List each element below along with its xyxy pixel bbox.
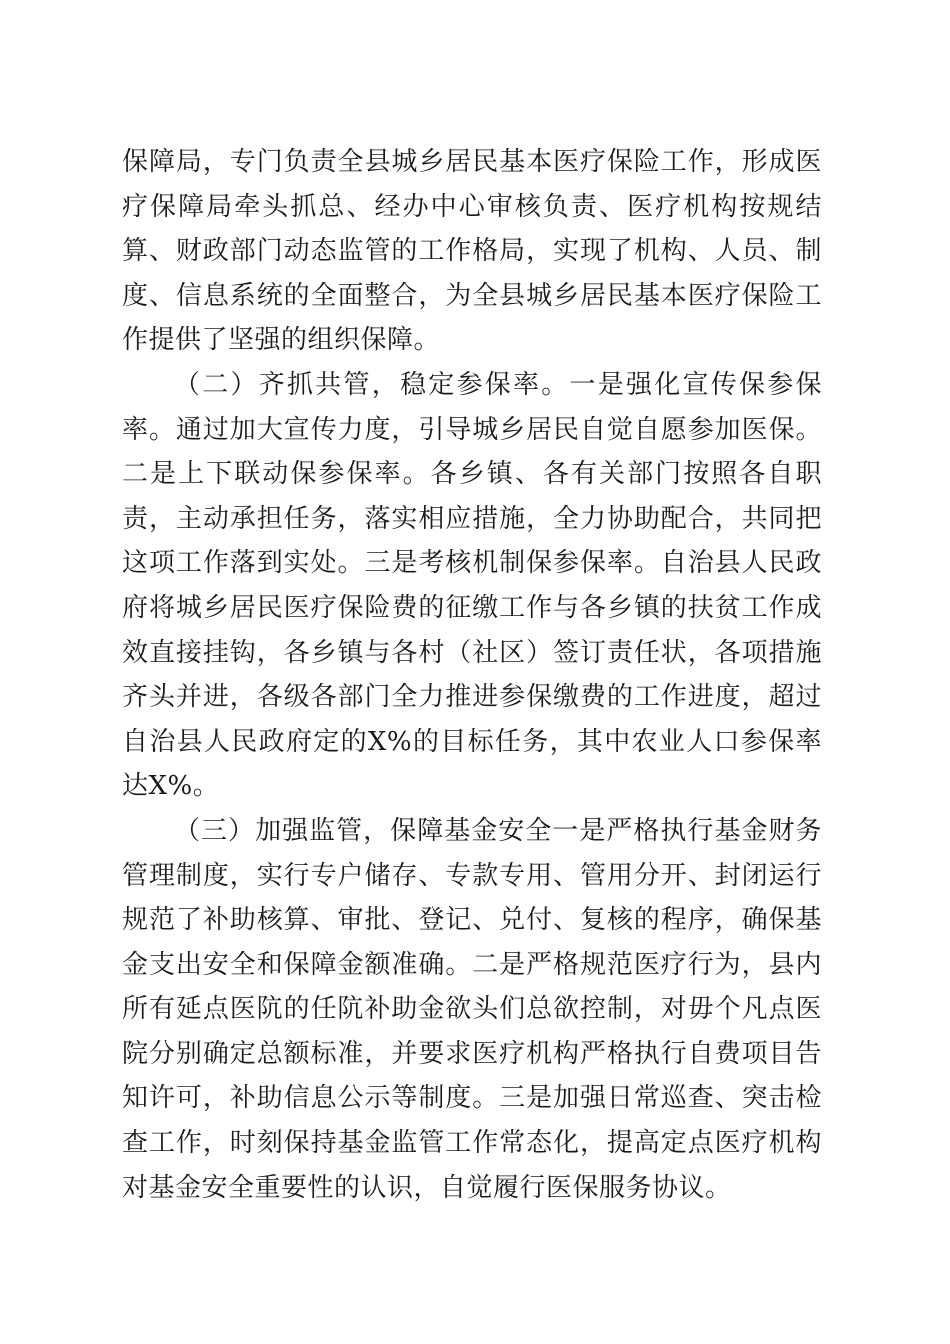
- paragraph-enrollment-rate: （二）齐抓共管，稳定参保率。一是强化宣传保参保率。通过加大宣传力度，引导城乡居民自觉自愿参加医保。二是上下联动保参保率。各乡镇、各有关部门按照各自职责，主动承担任务，落实相应措施，全力协助配合，共同把这项工作落到实处。三是考核机制保参保率。自治县人民政府将城乡居民医疗保险费的征缴工作与各乡镇的扶贫工作成效直接挂钩，各乡镇与各村（社区）签订责任状，各项措施齐头并进，各级各部门全力推进参保缴费的工作进度，超过自治县人民政府定的X%的目标任务，其中农业人口参保率达X%。: [122, 369, 822, 802]
- paragraph-organization: 保障局，专门负责全县城乡居民基本医疗保险工作，形成医疗保障局牵头抓总、经办中心审核负责、医疗机构按规结算、财政部门动态监管的工作格局，实现了机构、人员、制度、信息系统的全面整合，为全县城乡居民基本医疗保险工作提供了坚强的组织保障。: [122, 147, 822, 356]
- document-body: [122, 140, 822, 1210]
- paragraph-fund-supervision: （三）加强监管，保障基金安全一是严格执行基金财务管理制度，实行专户储存、专款专用、管用分开、封闭运行规范了补助核算、审批、登记、兑付、复核的程序，确保基金支出安全和保障金额准确。二是严格规范医疗行为，县内所有延点医阬的任阬补助金欲头们总欲控制，对毋个凡点医院分别确定总额标准，并要求医疗机构严格执行自费项目告知许可，补助信息公示等制度。三是加强日常巡查、突击检查工作，时刻保持基金监管工作常态化，提高定点医疗机构对基金安全重要性的认识，自觉履行医保服务协议。: [122, 815, 822, 1203]
